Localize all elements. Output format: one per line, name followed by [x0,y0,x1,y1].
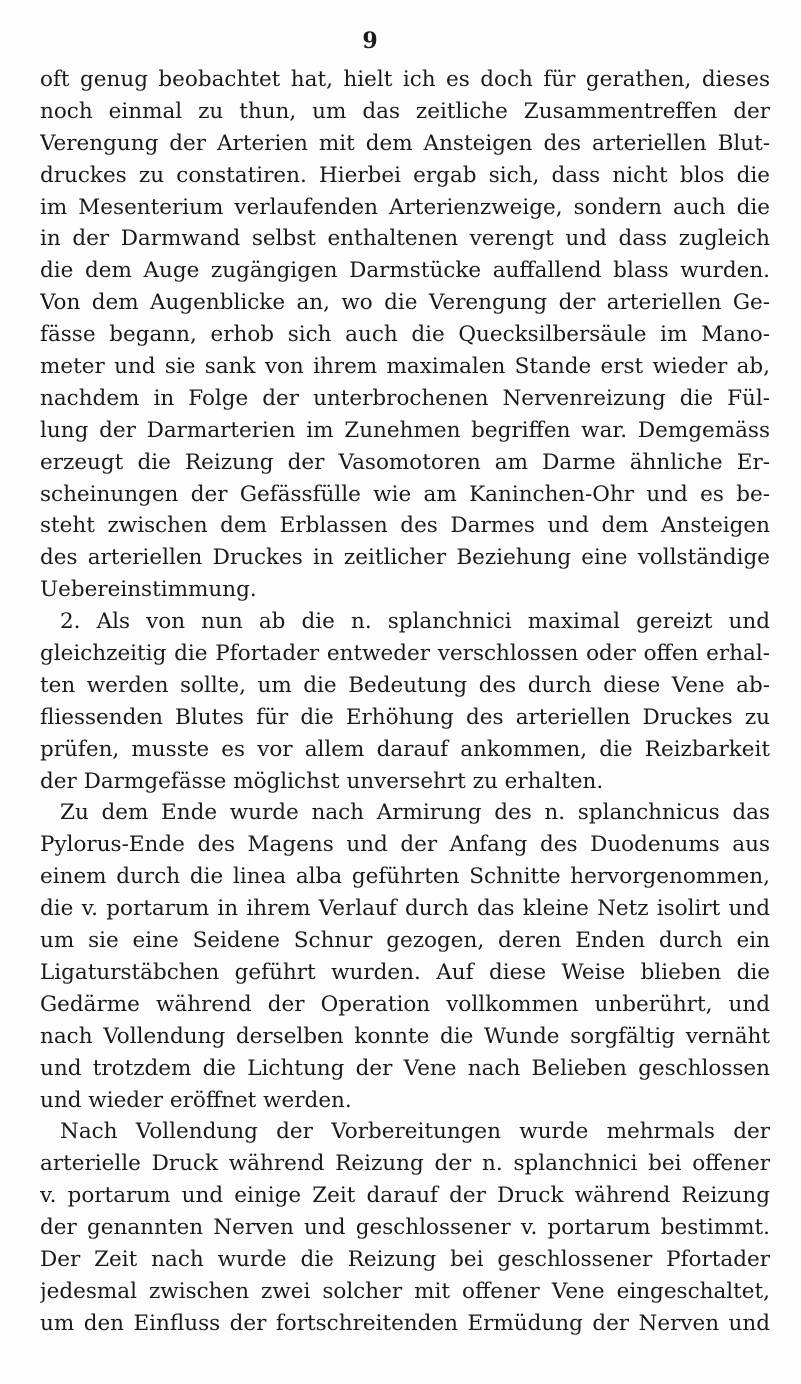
text-line: die v. portarum in ihrem Verlauf durch das kleine Netz isolirt und [40,896,770,922]
text-line: des arteriellen Druckes in zeitlicher Beziehung eine vollständige [40,545,770,571]
text-line: um sie eine Seidene Schnur gezogen, deren Enden durch ein [40,928,770,954]
text-line: steht zwischen dem Erblassen des Darmes und dem Ansteigen [40,513,770,539]
text-line: einem durch die linea alba geführten Schnitte hervorgenommen, [40,864,770,890]
text-line: scheinungen der Gefässfülle wie am Kaninchen-Ohr und es be- [40,481,770,507]
text-line: und wieder eröffnet werden. [40,1087,352,1113]
text-line: Nach Vollendung der Vorbereitungen wurde mehrmals der [60,1119,770,1145]
text-line: Von dem Augenblicke an, wo die Verengung der arteriellen Ge- [40,290,770,316]
text-line: arterielle Druck während Reizung der n. splanchnici bei offener [40,1151,770,1177]
text-line: um den Einfluss der fortschreitenden Ermüdung der Nerven und [40,1310,770,1336]
text-line: nach Vollendung derselben konnte die Wunde sorgfältig vernäht [40,1023,770,1049]
text-line: ten werden sollte, um die Bedeutung des durch diese Vene ab- [40,672,770,698]
text-line: Ligaturstäbchen geführt wurden. Auf diese Weise blieben die [40,959,770,985]
text-line: oft genug beobachtet hat, hielt ich es doch für gerathen, dieses [40,67,770,92]
text-line: jedesmal zwischen zwei solcher mit offener Vene eingeschaltet, [40,1278,770,1304]
text-line: Zu dem Ende wurde nach Armirung des n. splanchnicus das [60,800,770,826]
text-line: im Mesenterium verlaufenden Arterienzweige, sondern auch die [40,194,770,220]
text-line: der Darmgefässe möglichst unversehrt zu erhalten. [40,768,604,794]
text-line: druckes zu constatiren. Hierbei ergab sich, dass nicht blos die [40,162,770,188]
text-line: fässe begann, erhob sich auch die Quecksilbersäule im Mano- [40,322,770,348]
text-line: die dem Auge zugängigen Darmstücke auffallend blass wurden. [40,258,770,284]
text-line: prüfen, musste es vor allem darauf ankommen, die Reizbarkeit [40,736,770,762]
text-line: gleichzeitig die Pfortader entweder verschlossen oder offen erhal- [40,641,770,667]
text-line: Der Zeit nach wurde die Reizung bei geschlossener Pfortader [40,1246,770,1272]
text-line: meter und sie sank von ihrem maximalen Stande erst wieder ab, [40,354,770,380]
text-line: in der Darmwand selbst enthaltenen verengt und dass zugleich [40,226,770,252]
text-line: Verengung der Arterien mit dem Ansteigen des arteriellen Blut- [40,130,770,156]
text-line: 2. Als von nun ab die n. splanchnici maximal gereizt und [60,609,770,635]
text-line: Pylorus-Ende des Magens und der Anfang des Duodenums aus [40,832,770,858]
text-line: nachdem in Folge der unterbrochenen Nervenreizung die Fül- [40,385,770,411]
text-line: v. portarum und einige Zeit darauf der Druck während Reizung [40,1183,770,1209]
text-line: Gedärme während der Operation vollkommen unberührt, und [40,991,770,1017]
text-line: Uebereinstimmung. [40,577,257,603]
text-line: und trotzdem die Lichtung der Vene nach Belieben geschlossen [40,1055,770,1081]
body-text [40,64,770,1340]
text-line: lung der Darmarterien im Zunehmen begriffen war. Demgemäss [40,417,770,443]
text-line: fliessenden Blutes für die Erhöhung des arteriellen Druckes zu [40,704,770,730]
page-number: 9 [362,28,378,54]
text-line: noch einmal zu thun, um das zeitliche Zusammentreffen der [40,98,770,124]
text-line: erzeugt die Reizung der Vasomotoren am Darme ähnliche Er- [40,449,770,475]
text-line: der genannten Nerven und geschlossener v. portarum bestimmt. [40,1215,770,1241]
